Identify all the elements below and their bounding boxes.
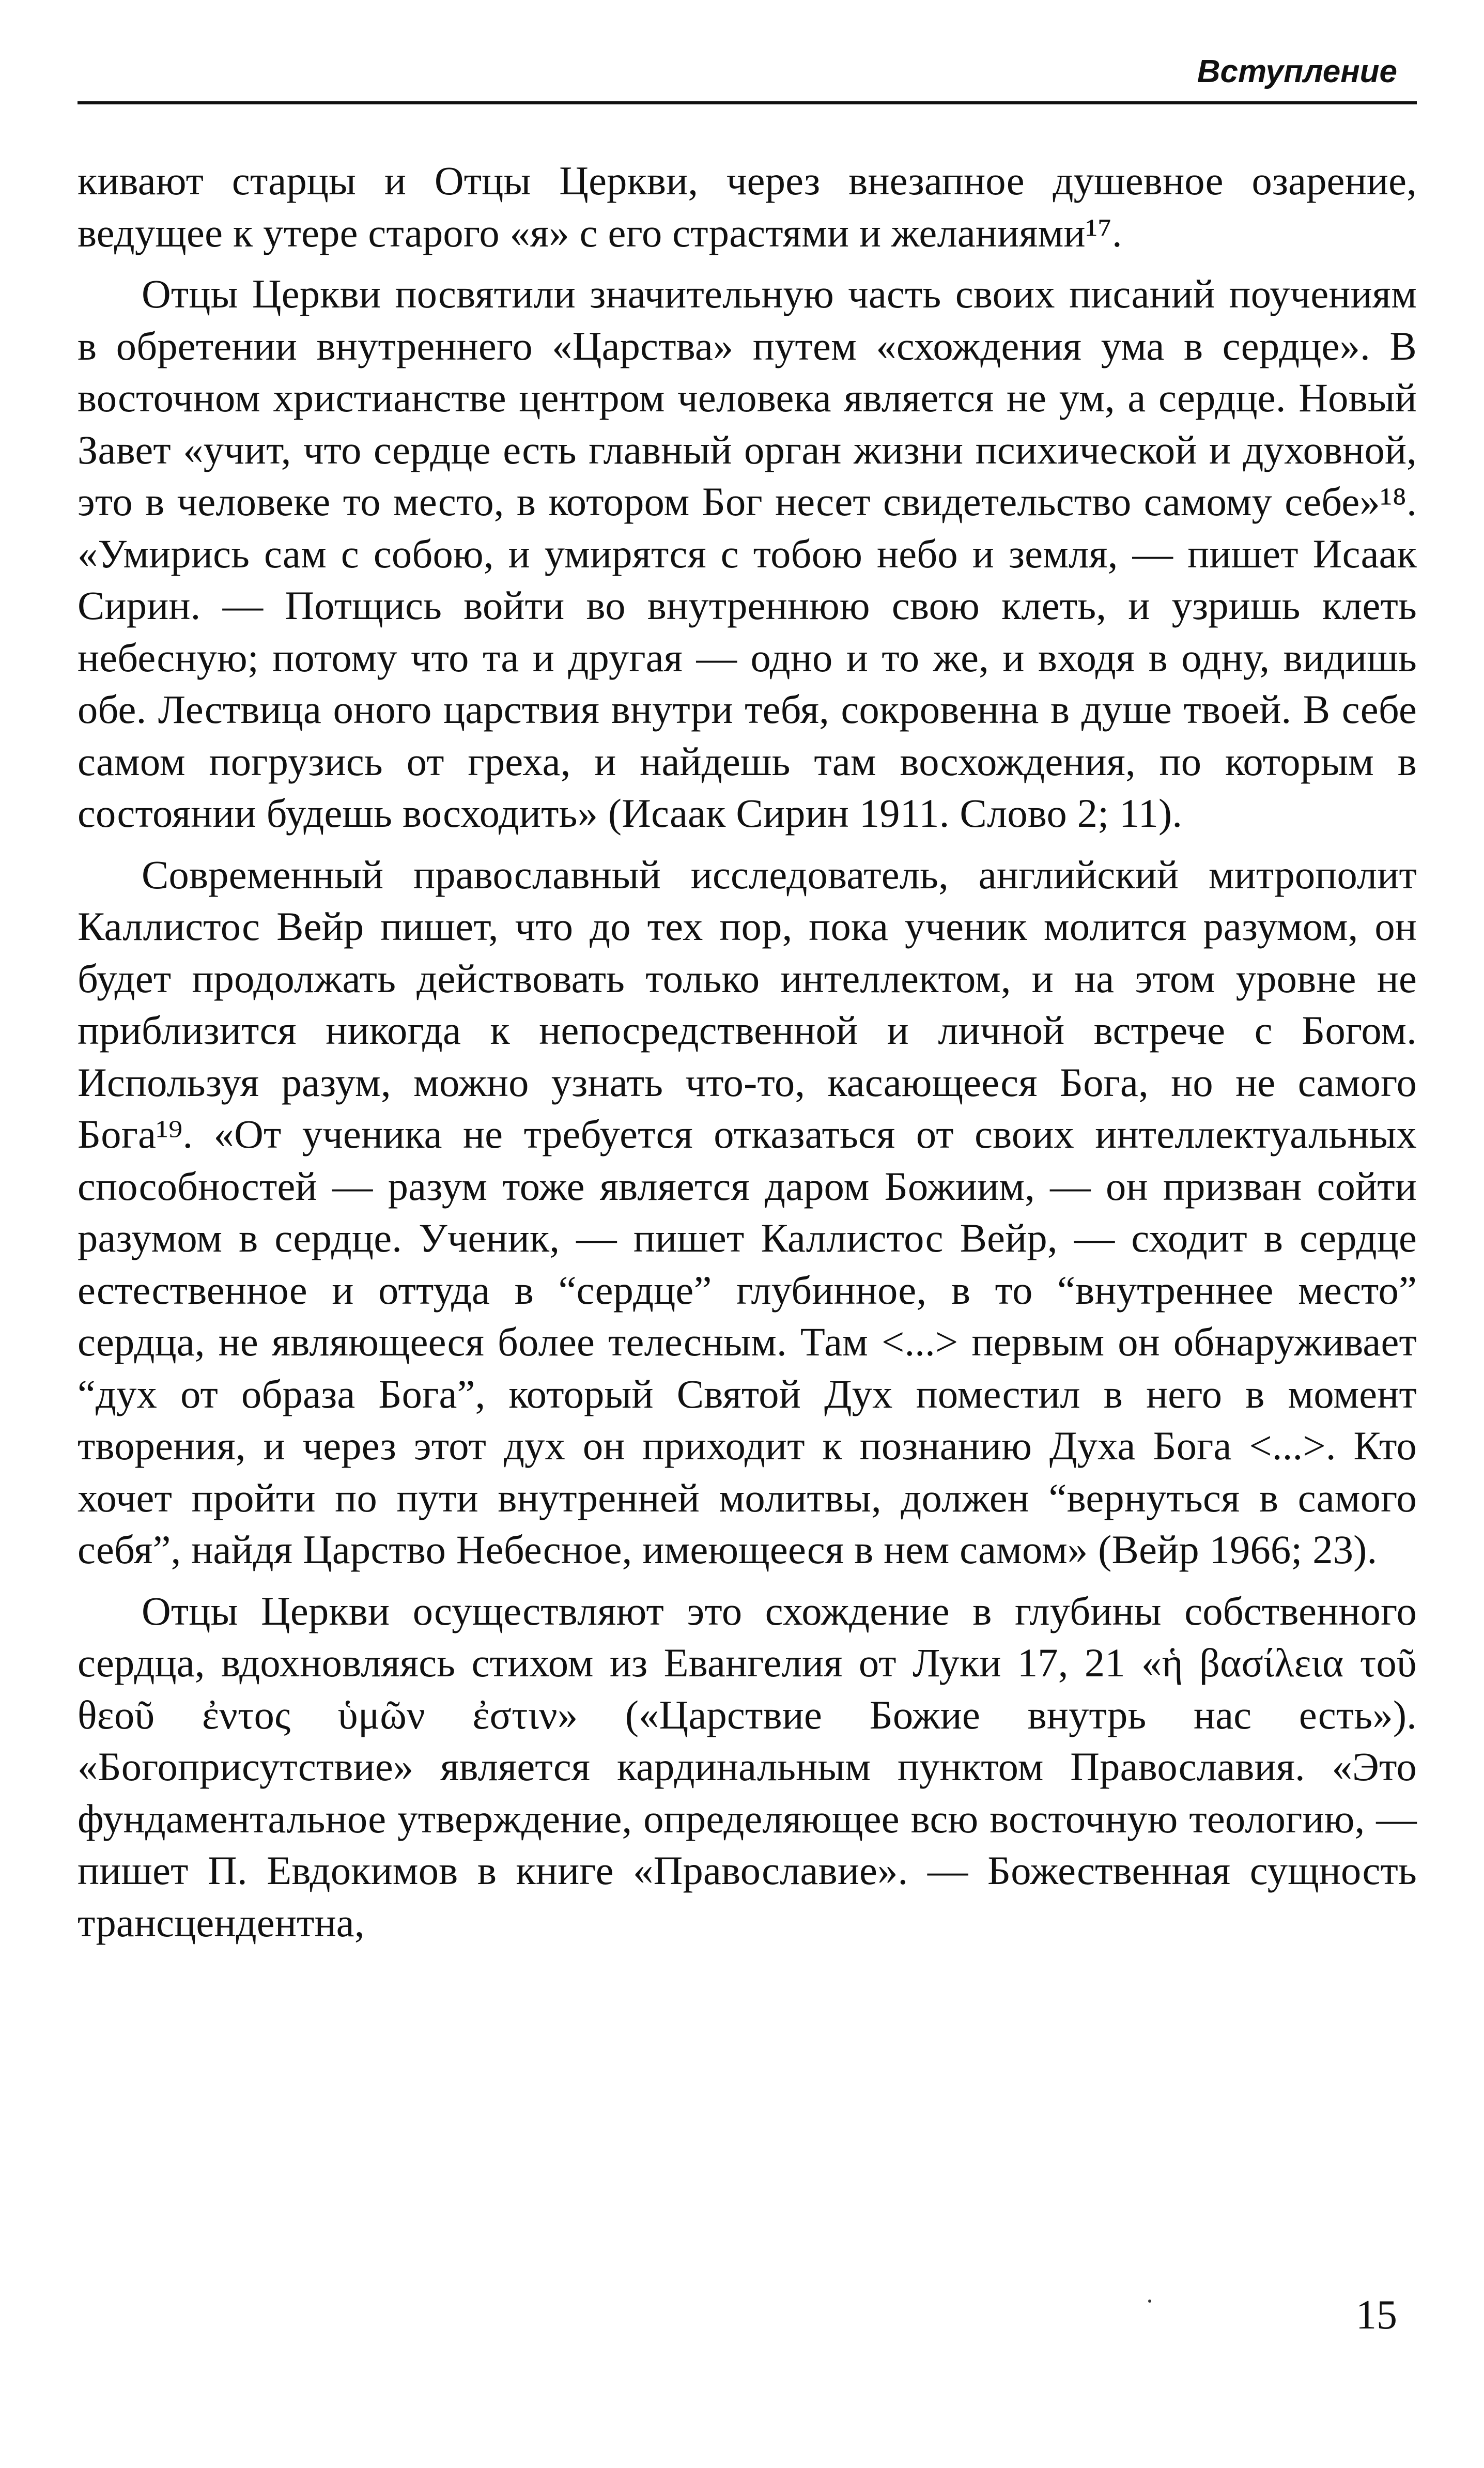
- page-number: 15: [1356, 2292, 1397, 2338]
- header-rule: [78, 101, 1417, 104]
- running-header: Вступление: [1197, 54, 1397, 89]
- print-speck: [1148, 2300, 1151, 2303]
- paragraph: Современный православный исследователь, английский митрополит Каллистос Вейр пишет, что до тех пор, пока ученик молится разумом, он будет продолжать действовать только интеллектом, и на этом уровне не приблизится никогда к непосредственной и личной встрече с Богом. Используя разум, можно узнать что-то, касающееся Бога, но не самого Бога¹⁹. «От ученика не требуется отказаться от своих интеллектуальных способностей — разум тоже является даром Божиим, — он призван сойти разумом в сердце. Ученик, — пишет Каллистос Вейр, — сходит в сердце естественное и оттуда в “сердце” глубинное, в то “внутреннее место” сердца, не являющееся более телесным. Там <...> первым он обнаруживает “дух от образа Бога”, который Святой Дух поместил в него в момент творения, и через этот дух он приходит к познанию Духа Бога <...>. Кто хочет пройти по пути внутренней молитвы, должен “вернуться в самого себя”, найдя Царство Небесное, имеющееся в нем самом» (Вейр 1966; 23).: [78, 852, 1417, 1572]
- paragraph-continuation: кивают старцы и Отцы Церкви, через внезапное душевное озарение, ведущее к утере старого «я» с его страстями и желаниями¹⁷.: [78, 158, 1417, 255]
- paragraph: Отцы Церкви осуществляют это схождение в глубины собственного сердца, вдохновляясь стихом из Евангелия от Луки 17, 21 «ἡ βασίλεια τοῦ θεοῦ ἐντος ὑμῶν ἐστιν» («Царствие Божие внутрь нас есть»). «Богоприсутствие» является кардинальным пунктом Православия. «Это фундаментальное утверждение, определяющее всю восточную теологию, — пишет П. Евдокимов в книге «Православие». — Божественная сущность трансцендентна,: [78, 1588, 1417, 1945]
- body-text: [78, 155, 1417, 1949]
- paragraph: Отцы Церкви посвятили значительную часть своих писаний поучениям в обретении внутреннего «Царства» путем «схождения ума в сердце». В восточном христианстве центром человека является не ум, а сердце. Новый Завет «учит, что сердце есть главный орган жизни психической и духовной, это в человеке то место, в котором Бог несет свидетельство самому себе»¹⁸. «Умирись сам с собою, и умирятся с тобою небо и земля, — пишет Исаак Сирин. — Потщись войти во внутреннюю свою клеть, и узришь клеть небесную; потому что та и другая — одно и то же, и входя в одну, видишь обе. Лествица оного царствия внутри тебя, сокровенна в душе твоей. В себе самом погрузись от греха, и найдешь там восхождения, по которым в состоянии будешь восходить» (Исаак Сирин 1911. Слово 2; 11).: [78, 271, 1417, 836]
